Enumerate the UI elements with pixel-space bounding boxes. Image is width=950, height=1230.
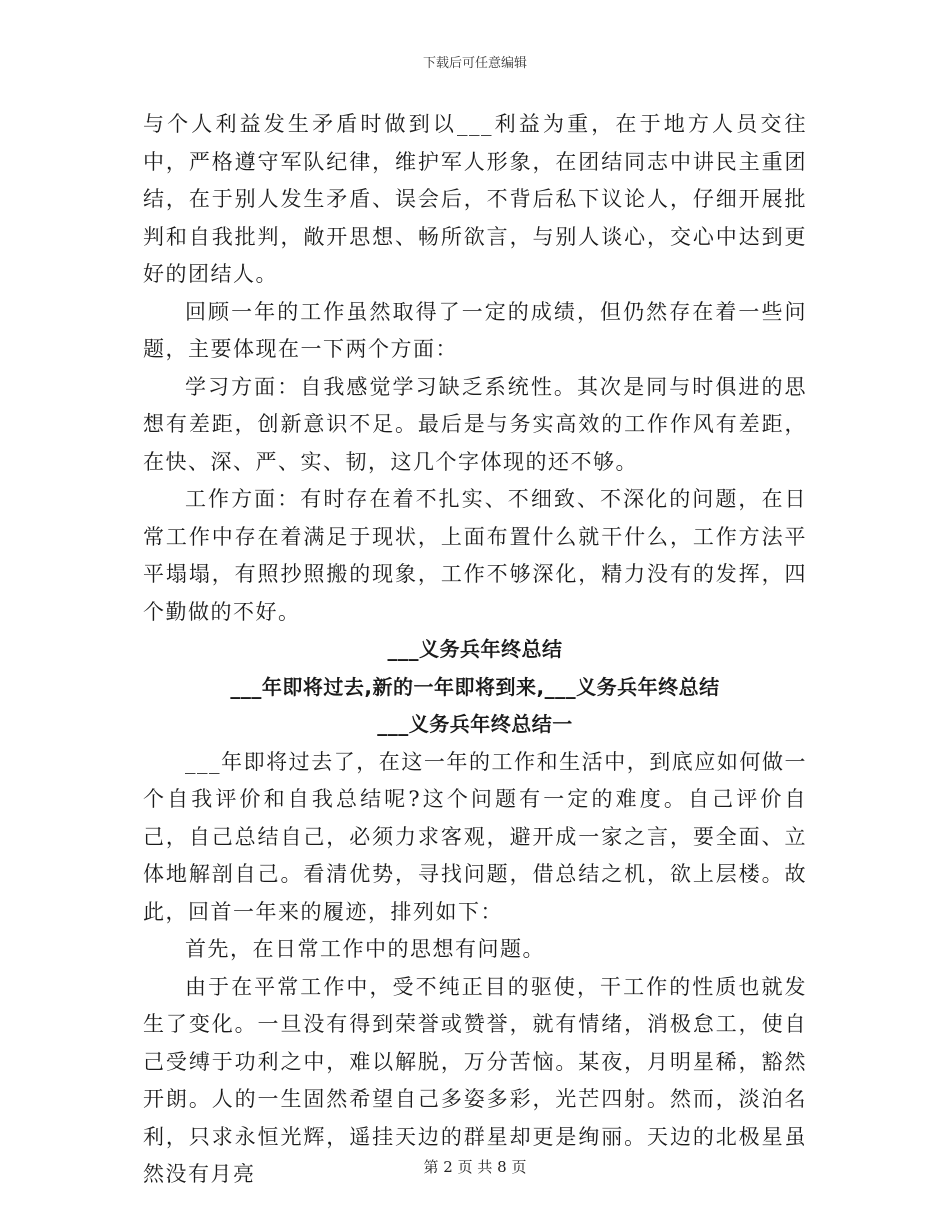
heading-title: ___义务兵年终总结 <box>387 637 563 661</box>
paragraph-1: 与个人利益发生矛盾时做到以___利益为重，在于地方人员交往中，严格遵守军队纪律，维护军人形象，在团结同志中讲民主重团结，在于别人发生矛盾、误会后，不背后私下议论人，仔细开展批判和自我批判，敞开思想、畅所欲言，与别人谈心，交心中达到更好的团结人。 <box>143 112 807 286</box>
page-header: 下载后可任意编辑 <box>422 56 527 71</box>
paragraph-7: 由于在平常工作中，受不纯正目的驱使，干工作的性质也就发生了变化。一旦没有得到荣誉或赞誉，就有情绪，消极怠工，使自己受缚于功利之中，难以解脱，万分苦恼。某夜，月明星稀，豁然开朗。人的一生固然希望自己多姿多彩，光芒四射。然而，淡泊名利，只求永恒光辉，遥挂天边的群星却更是绚丽。天边的北极星虽然没有月亮 <box>143 974 807 1186</box>
paragraph-5: ___年即将过去了，在这一年的工作和生活中，到底应如何做一个自我评价和自我总结呢?这个问题有一定的难度。自己评价自己，自己总结自己，必须力求客观，避开成一家之言，要全面、立体地解剖自己。看清优势，寻找问题，借总结之机，欲上层楼。故此，回首一年来的履迹，排列如下： <box>143 749 807 924</box>
page-number: 第 2 页 共 8 页 <box>423 1158 527 1176</box>
heading-subtitle: ___年即将过去,新的一年即将到来,___义务兵年终总结 <box>230 674 720 699</box>
paragraph-4: 工作方面：有时存在着不扎实、不细致、不深化的问题，在日常工作中存在着满足于现状，上面布置什么就干什么，工作方法平平塌塌，有照抄照搬的现象，工作不够深化，精力没有的发挥，四个勤做的不好。 <box>143 487 807 624</box>
paragraph-3: 学习方面：自我感觉学习缺乏系统性。其次是同与时俱进的思想有差距，创新意识不足。最后是与务实高效的工作作风有差距，在快、深、严、实、韧，这几个字体现的还不够。 <box>143 374 807 474</box>
paragraph-2: 回顾一年的工作虽然取得了一定的成绩，但仍然存在着一些问题，主要体现在一下两个方面： <box>143 299 807 361</box>
paragraph-6: 首先，在日常工作中的思想有问题。 <box>185 937 545 961</box>
heading-section: ___义务兵年终总结一 <box>377 712 573 736</box>
document-body <box>143 106 807 1194</box>
